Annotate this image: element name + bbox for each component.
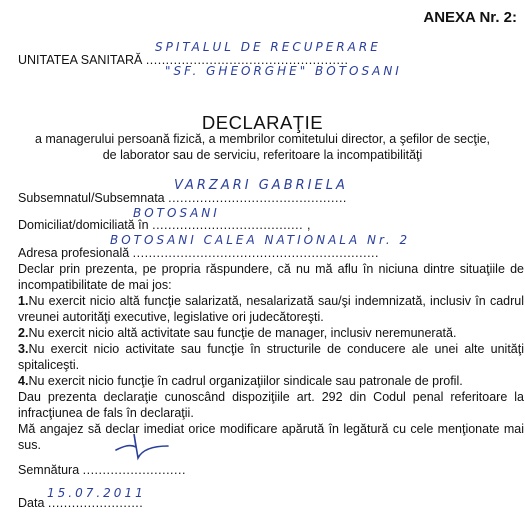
- subtitle-line1: a managerului persoană fizică, a membrilor comitetului director, a şefilor de secţie,: [34, 132, 491, 146]
- signature-label: Semnătura: [18, 463, 80, 477]
- closing-paragraph-1: Dau prezenta declaraţie cunoscând dispoziţiile art. 292 din Codul penal referitoare la infracţiunea de fals în declaraţii.: [18, 390, 524, 420]
- name-value: VARZARI GABRIELA: [174, 178, 348, 193]
- unit-handwritten-line2: "SF. GHEORGHE" BOTOSANI: [165, 64, 402, 78]
- signature-dots: ..........................: [82, 463, 186, 477]
- domicile-label: Domiciliat/domiciliată în: [18, 218, 149, 232]
- address-label: Adresa profesională: [18, 246, 130, 260]
- list-item: [18, 325, 524, 341]
- item-number: 1.: [18, 294, 29, 308]
- intro-paragraph: Declar prin prezenta, pe propria răspundere, că nu mă aflu în niciuna dintre situaţiile de incompatibilitate de mai jos:: [18, 262, 524, 292]
- address-value: BOTOSANI CALEA NATIONALA Nr. 2: [110, 233, 411, 247]
- list-item: [18, 373, 524, 389]
- name-dots: .............................................: [168, 191, 347, 205]
- item-text: Nu exercit nicio altă activitate sau funcţie de manager, inclusiv neremunerată.: [28, 326, 457, 340]
- address-dots: ..............................................................: [132, 246, 379, 260]
- date-dots: ........................: [47, 496, 144, 510]
- item-number: 4.: [18, 374, 29, 388]
- closing-paragraph-2: Mă angajez să declar imediat orice modificare apărută în legătură cu cele menţionate mai sus.: [18, 422, 524, 452]
- list-item: [18, 293, 524, 325]
- item-text: Nu exercit nicio activitate sau funcţie în structurile de conducere ale unei alte unităţi spitaliceşti.: [18, 342, 524, 372]
- declaration-body: [18, 261, 524, 453]
- name-label: Subsemnatul/Subsemnata: [18, 191, 165, 205]
- name-field: [18, 191, 347, 205]
- domicile-field: [18, 218, 311, 232]
- item-text: Nu exercit nicio altă funcţie salarizată, nesalarizată sau/şi indemnizată, inclusiv în cadrul vreunei autorităţi executive, legislative ori judecătoreşti.: [18, 294, 524, 324]
- annex-number: ANEXA Nr. 2:: [423, 9, 517, 26]
- domicile-value: BOTOSANI: [133, 206, 220, 220]
- document-title: DECLARAŢIE: [201, 112, 324, 133]
- unit-handwritten-line1: SPITALUL DE RECUPERARE: [155, 40, 381, 54]
- list-item: [18, 341, 524, 373]
- unit-dots: ...................................................: [145, 53, 349, 67]
- item-number: 3.: [18, 342, 29, 356]
- address-field: [18, 246, 379, 260]
- domicile-dots: ...................................... ,: [152, 218, 312, 232]
- date-value: 15.07.2011: [47, 486, 146, 500]
- subtitle-line2: de laborator sau de serviciu, referitoare la incompatibilităţi: [102, 148, 423, 162]
- item-number: 2.: [18, 326, 29, 340]
- signature-field: [18, 463, 186, 477]
- signature-scribble: [112, 428, 172, 464]
- item-text: Nu exercit nicio funcţie în cadrul organizaţiilor sindicale sau patronale de profil.: [28, 374, 463, 388]
- unit-label: UNITATEA SANITARĂ: [18, 53, 143, 67]
- date-label: Data: [18, 496, 45, 510]
